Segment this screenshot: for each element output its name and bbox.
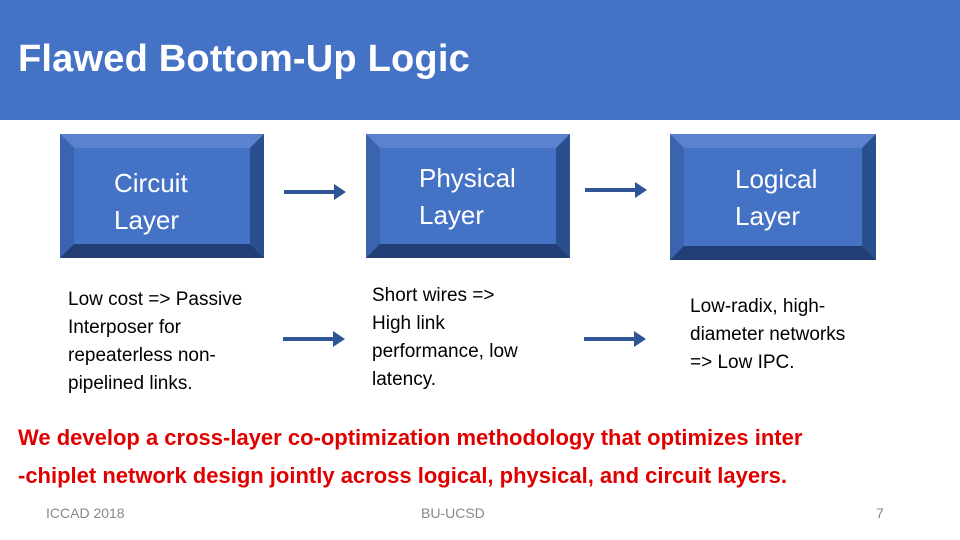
conclusion-statement: We develop a cross-layer co-optimization methodology that optimizes inter -chiplet network design jointly across logical, physical, and circuit layers. — [18, 425, 803, 488]
logical-layer-description: Low-radix, high- diameter networks => Low IPC. — [690, 296, 846, 373]
physical-layer-label: Physical Layer — [419, 163, 516, 230]
footer-conference: ICCAD 2018 — [46, 505, 125, 521]
logical-layer-box — [670, 134, 876, 260]
slide-title: Flawed Bottom-Up Logic — [18, 38, 470, 80]
footer-institution: BU-UCSD — [421, 505, 485, 521]
arrow-circuit-to-physical — [284, 190, 336, 194]
slide-number: 7 — [876, 505, 884, 521]
circuit-layer-description: Low cost => Passive Interposer for repeaterless non- pipelined links. — [68, 289, 243, 394]
arrow-desc-2-to-3 — [584, 337, 636, 341]
circuit-layer-label: Circuit Layer — [114, 168, 188, 235]
circuit-layer-box — [60, 134, 264, 258]
physical-layer-description: Short wires => High link performance, low latency. — [372, 285, 518, 390]
title-bar — [0, 0, 960, 120]
arrow-desc-1-to-2 — [283, 337, 335, 341]
physical-layer-box — [366, 134, 570, 258]
logical-layer-label: Logical Layer — [735, 164, 818, 231]
arrow-physical-to-logical — [585, 188, 637, 192]
